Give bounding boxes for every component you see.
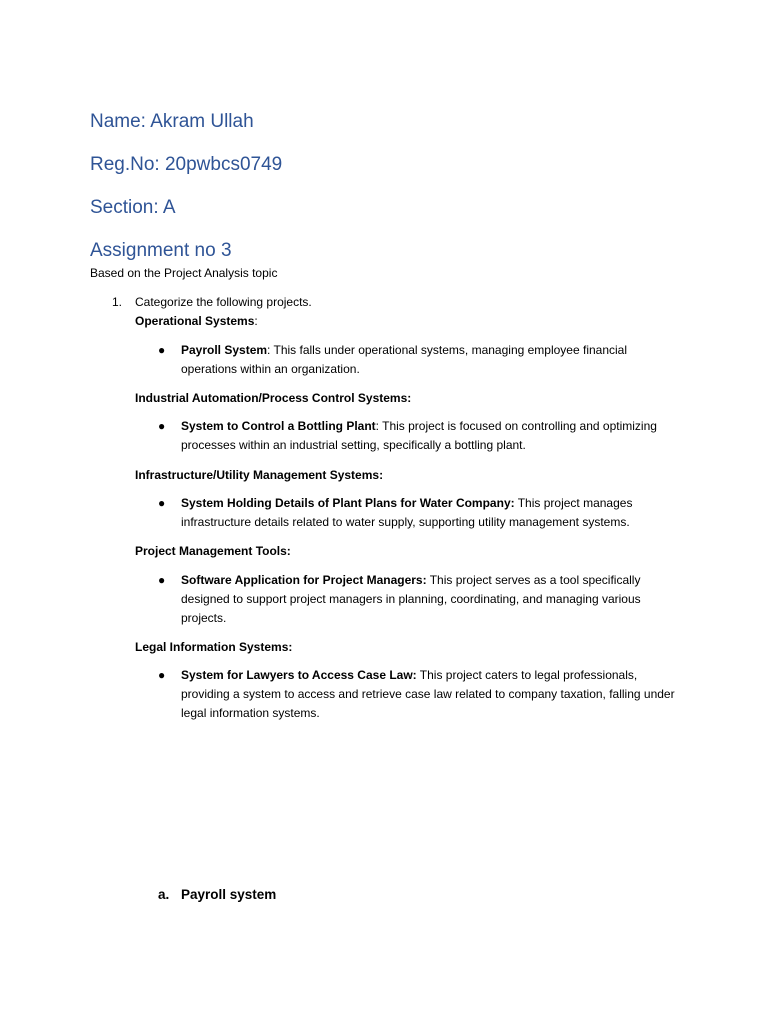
student-name-heading: Name: Akram Ullah (90, 111, 254, 132)
category-title: Infrastructure/Utility Management Systems: (135, 468, 384, 482)
section-heading: Section: A (90, 197, 176, 218)
assignment-title-heading: Assignment no 3 (90, 240, 232, 261)
item-title: Payroll System (181, 343, 268, 357)
subsection-title: Payroll system (181, 887, 277, 902)
list-item-lawyers (181, 666, 681, 723)
item-title: Software Application for Project Managers: (181, 573, 427, 587)
list-item-water-company (181, 494, 681, 532)
subsection-label: a. (158, 887, 170, 902)
item-title: System for Lawyers to Access Case Law: (181, 668, 417, 682)
bullet-icon: ● (158, 343, 166, 357)
item-text: : This falls under operational systems, managing employee financial operations within an organization. (181, 343, 628, 376)
category-title: Operational Systems (135, 314, 255, 328)
category-heading-infrastructure (135, 467, 383, 483)
item-text: : This project is focused on controlling and optimizing processes within an industrial setting, specifically a bottling plant. (181, 419, 657, 452)
item-text: This project manages infrastructure details related to water supply, supporting utility management systems. (181, 496, 633, 529)
category-title-suffix: : (254, 314, 258, 328)
item-title: System Holding Details of Plant Plans for Water Company: (181, 496, 515, 510)
category-title: Project Management Tools: (135, 544, 291, 558)
list-item-project-managers (181, 571, 681, 628)
question-text: Categorize the following projects. (135, 295, 312, 309)
category-heading-legal (135, 639, 292, 655)
bullet-icon: ● (158, 668, 166, 682)
item-text: This project serves as a tool specifically designed to support project managers in planning, coordinating, and managing various projects. (181, 573, 641, 625)
category-title: Legal Information Systems: (135, 640, 293, 654)
list-item-payroll (181, 341, 681, 379)
bullet-icon: ● (158, 419, 166, 433)
question-number: 1. (112, 295, 123, 309)
registration-number-heading: Reg.No: 20pwbcs0749 (90, 154, 283, 175)
list-item-bottling-plant (181, 417, 681, 455)
category-heading-project-management (135, 543, 291, 559)
category-heading-industrial (135, 390, 411, 406)
category-heading-operational (135, 313, 258, 329)
item-title: System to Control a Bottling Plant (181, 419, 376, 433)
bullet-icon: ● (158, 573, 166, 587)
item-text: This project caters to legal professionals, providing a system to access and retrieve case law related to company taxation, falling under legal information systems. (181, 668, 675, 720)
category-title: Industrial Automation/Process Control Systems: (135, 391, 412, 405)
intro-text: Based on the Project Analysis topic (90, 266, 278, 280)
bullet-icon: ● (158, 496, 166, 510)
